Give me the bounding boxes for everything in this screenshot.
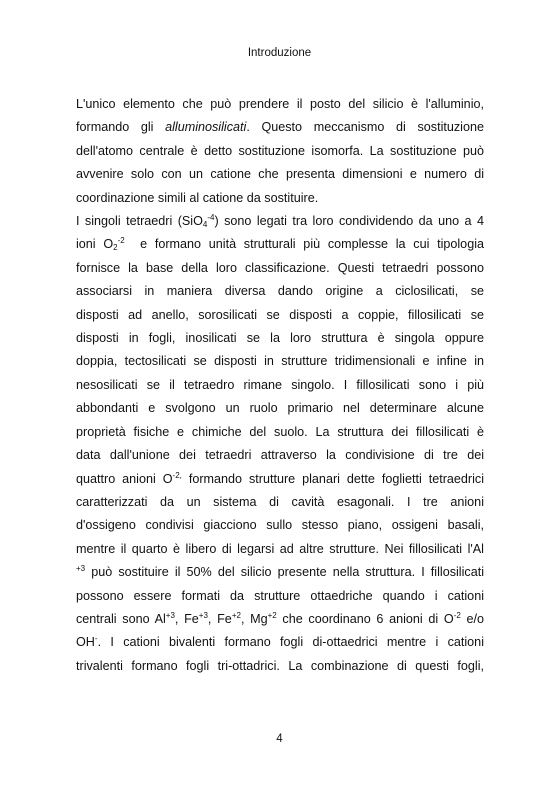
text-run: . I cationi bivalenti formano fogli di-ottaedrici mentre i cationi	[97, 635, 484, 650]
text-line	[76, 210, 484, 233]
text-line	[76, 631, 484, 654]
superscript: -2	[453, 610, 461, 620]
text-run: , Fe	[174, 611, 199, 626]
text-line: associarsi in maniera diversa dando origine a ciclosilicati, se	[76, 284, 484, 299]
text-line: avvenire solo con un catione che presenta dimensioni e numero di	[76, 167, 484, 182]
page-number: 4	[276, 733, 283, 745]
text-line: trivalenti formano fogli tri-ottadrici. La combinazione di questi fogli,	[76, 658, 484, 673]
text-line: data dall'unione dei tetraedri attraverso la condivisione di tre dei	[76, 448, 484, 463]
text-run: ioni O	[76, 237, 114, 252]
text-run: formando strutture planari dette foglietti tetraedrici	[181, 471, 484, 486]
text-line: disposti in fogli, inosilicati se la loro struttura è singola oppure	[76, 331, 484, 346]
text-line: L'unico elemento che può prendere il posto del silicio è l'alluminio,	[76, 97, 484, 111]
text-run: , Fe	[207, 611, 232, 626]
text-run: . Questo meccanismo di sostituzione	[246, 120, 484, 135]
subscript: 4	[202, 220, 208, 230]
text-line: dell'atomo centrale è detto sostituzione isomorfa. La sostituzione può	[76, 143, 484, 158]
text-run: centrali sono Al	[76, 611, 166, 626]
text-run: ) sono legati tra loro condividendo da uno a 4	[214, 214, 484, 229]
text-run: che coordinano 6 anioni di O	[276, 611, 454, 626]
text-line: mentre il quarto è libero di legarsi ad altre strutture. Nei fillosilicati l'Al	[76, 541, 484, 556]
text-run: e formano unità strutturali più complesse la cui tipologia	[124, 237, 484, 252]
text-run: e/o	[460, 611, 485, 626]
text-line	[76, 608, 484, 631]
text-line	[76, 233, 484, 256]
text-line: abbondanti e svolgono un ruolo primario nel determinare alcune	[76, 401, 484, 416]
text-line: proprietà fisiche e chimiche del suolo. La struttura dei fillosilicati è	[76, 424, 484, 439]
text-line: possono essere formati da strutture ottaedriche quando i cationi	[76, 588, 484, 603]
text-line: fornisce la base della loro classificazione. Questi tetraedri possono	[76, 260, 484, 275]
text-run: I singoli tetraedri (SiO	[76, 214, 203, 229]
text-line: coordinazione simili al catione da sostituire.	[76, 190, 319, 205]
superscript: +3	[76, 564, 86, 574]
superscript: -	[94, 634, 98, 644]
text-line: doppia, tectosilicati se disposti in strutture tridimensionali e infine in	[76, 354, 484, 369]
text-line	[76, 116, 484, 139]
text-line: nesosilicati se il tetraedro rimane singolo. I fillosilicati sono i più	[76, 377, 484, 392]
italic-term: alluminosilicati	[165, 120, 247, 135]
superscript: -2	[117, 236, 125, 246]
text-run: può sostituire il 50% del silicio presente nella struttura. I fillosilicati	[85, 565, 484, 580]
text-line: disposti ad anello, sorosilicati se disposti a coppie, fillosilicati se	[76, 307, 484, 322]
subscript: 2	[113, 243, 118, 253]
text-run: OH	[76, 635, 95, 650]
text-line: d'ossigeno condivisi giacciono sullo stesso piano, ossigeni basali,	[76, 518, 484, 533]
running-header: Introduzione	[247, 47, 312, 59]
superscript: +2	[267, 610, 277, 620]
superscript: +2	[231, 610, 241, 620]
body-text	[76, 93, 484, 678]
text-line	[76, 468, 484, 491]
superscript: +3	[198, 610, 208, 620]
text-line: caratterizzati da un sistema di cavità esagonali. I tre anioni	[76, 494, 484, 509]
text-line	[76, 561, 484, 584]
text-run: quattro anioni O	[76, 471, 173, 486]
text-run: formando gli	[76, 120, 166, 135]
superscript: +3	[165, 610, 175, 620]
superscript: -4	[207, 213, 215, 223]
text-run: , Mg	[240, 611, 268, 626]
superscript: -2,	[172, 470, 182, 480]
